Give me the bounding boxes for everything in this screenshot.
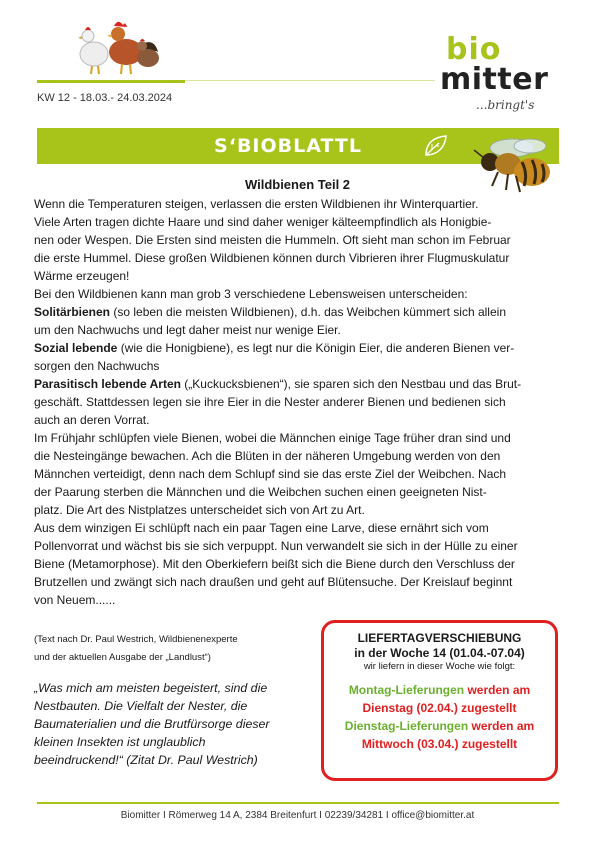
- logo-bio: bio: [446, 32, 502, 67]
- week-label: KW 12 - 18.03.- 24.03.2024: [37, 92, 173, 104]
- citation-line: und der aktuellen Ausgabe der „Landlust“): [34, 652, 211, 663]
- paragraph-line: geschäft. Stattdessen legen sie ihre Eier in die Nester anderer Bienen und bedienen sich: [34, 395, 506, 409]
- biomitter-logo: [440, 32, 550, 116]
- paragraph-line: sorgen den Nachwuchs: [34, 359, 160, 373]
- paragraph-line: platz. Die Art des Nistplatzes unterscheidet sich von Art zu Art.: [34, 503, 365, 517]
- parasitic-term: Parasitisch lebende Arten: [34, 377, 181, 391]
- quote-line: beeindruckend!“ (Zitat Dr. Paul Westrich): [34, 753, 258, 767]
- header-rule-left: [37, 80, 185, 83]
- paragraph-line: der Paarung sterben die Männchen und die Weibchen suchen einen geeigneten Nist-: [34, 485, 487, 499]
- paragraph-line: Aus dem winzigen Ei schlüpft nach ein paar Tagen eine Larve, diese ernährt sich vom: [34, 521, 489, 535]
- notice-monday: Montag-Lieferungen: [348, 683, 465, 697]
- delivery-notice-box: [321, 620, 558, 781]
- article-body: [34, 195, 558, 609]
- notice-line-1-rest: werden am: [464, 683, 531, 697]
- notice-line-1: [324, 681, 555, 699]
- paragraph-line: Brutzellen und zwängt sich nach draußen und geht auf Blütensuche. Der Kreislauf beginnt: [34, 575, 513, 589]
- paragraph-line: Viele Arten tragen dichte Haare und sind daher weniger kälteempfindlich als Honigbie-: [34, 215, 492, 229]
- quote-line: „Was mich am meisten begeistert, sind die: [34, 681, 268, 695]
- white-hen-icon: [78, 27, 108, 74]
- notice-line-3: [324, 717, 555, 735]
- source-citation: [34, 631, 314, 667]
- leaf-icon: [423, 134, 449, 158]
- parasitic-line: [34, 375, 558, 393]
- paragraph-line: die Nesteingänge bewachen. Ach die Blüten in der näheren Umgebung werden von den: [34, 449, 501, 463]
- solitary-line: [34, 303, 558, 321]
- paragraph-line: von Neuem......: [34, 593, 116, 607]
- social-term: Sozial lebende: [34, 341, 118, 355]
- paragraph-line: Biene (Metamorphose). Mit den Oberkiefern beißt sich die Biene durch den Verschluss der: [34, 557, 515, 571]
- notice-subtitle: in der Woche 14 (01.04.-07.04): [354, 646, 525, 660]
- notice-line-2: Dienstag (02.04.) zugestellt: [362, 701, 517, 715]
- paragraph-line: Im Frühjahr schlüpfen viele Bienen, wobei die Männchen einige Tage früher dran sind und: [34, 431, 511, 445]
- header-rule-right: [185, 80, 435, 81]
- expert-quote: [34, 679, 309, 769]
- article-heading: Wildbienen Teil 2: [244, 177, 351, 192]
- footer-rule: [37, 802, 559, 804]
- paragraph-line: Bei den Wildbienen kann man grob 3 verschiedene Lebensweisen unterscheiden:: [34, 287, 468, 301]
- quote-line: kleinen Insekten ist unglaublich: [34, 735, 206, 749]
- solitary-text: (so leben die meisten Wildbienen), d.h. das Weibchen kümmert sich allein: [110, 305, 506, 319]
- notice-intro: wir liefern in dieser Woche wie folgt:: [363, 661, 516, 672]
- notice-title: LIEFERTAGVERSCHIEBUNG: [357, 631, 522, 645]
- social-line: [34, 339, 558, 357]
- quote-line: Baumaterialien und die Brutfürsorge dieser: [34, 717, 270, 731]
- paragraph-line: Wenn die Temperaturen steigen, verlassen die ersten Wildbienen ihr Winterquartier.: [34, 197, 479, 211]
- chickens-illustration: [76, 16, 166, 76]
- citation-line: (Text nach Dr. Paul Westrich, Wildbienenexperte: [34, 634, 238, 645]
- paragraph-line: auch an deren Vorrat.: [34, 413, 150, 427]
- logo-mitter: mitter: [440, 62, 549, 97]
- solitary-term: Solitärbienen: [34, 305, 111, 319]
- quote-line: Nestbauten. Die Vielfalt der Nester, die: [34, 699, 248, 713]
- paragraph-line: Männchen verteidigt, denn nach dem Schlupf sind sie das erste Ziel der Weibchen. Nach: [34, 467, 507, 481]
- notice-tuesday: Dienstag-Lieferungen: [344, 719, 469, 733]
- paragraph-line: nen oder Wespen. Die Ersten sind meisten die Hummeln. Oft sieht man schon im Februar: [34, 233, 511, 247]
- footer-contact: Biomitter I Römerweg 14 A, 2384 Breitenfurt I 02239/34281 I office@biomitter.at: [120, 810, 475, 821]
- notice-line-3-rest: werden am: [468, 719, 535, 733]
- parasitic-text: („Kuckucksbienen“), sie sparen sich den Nestbau und das Brut-: [180, 377, 522, 391]
- notice-line-4: Mittwoch (03.04.) zugestellt: [361, 737, 518, 751]
- paragraph-line: die erste Hummel. Diese großen Wildbienen können durch Vibrieren ihrer Flugmuskulatur: [34, 251, 510, 265]
- social-text: (wie die Honigbiene), es legt nur die Königin Eier, die anderen Bienen ver-: [117, 341, 515, 355]
- paragraph-line: Wärme erzeugen!: [34, 269, 130, 283]
- logo-tagline: ...bringt's: [476, 98, 535, 112]
- banner-title-text: S‘BIOBLATTL: [214, 135, 362, 157]
- paragraph-line: um den Nachwuchs und legt daher meist nur wenige Eier.: [34, 323, 341, 337]
- paragraph-line: Pollenvorrat und wächst bis sie sich verpuppt. Nun verwandelt sie sich in der Hülle zu einer: [34, 539, 518, 553]
